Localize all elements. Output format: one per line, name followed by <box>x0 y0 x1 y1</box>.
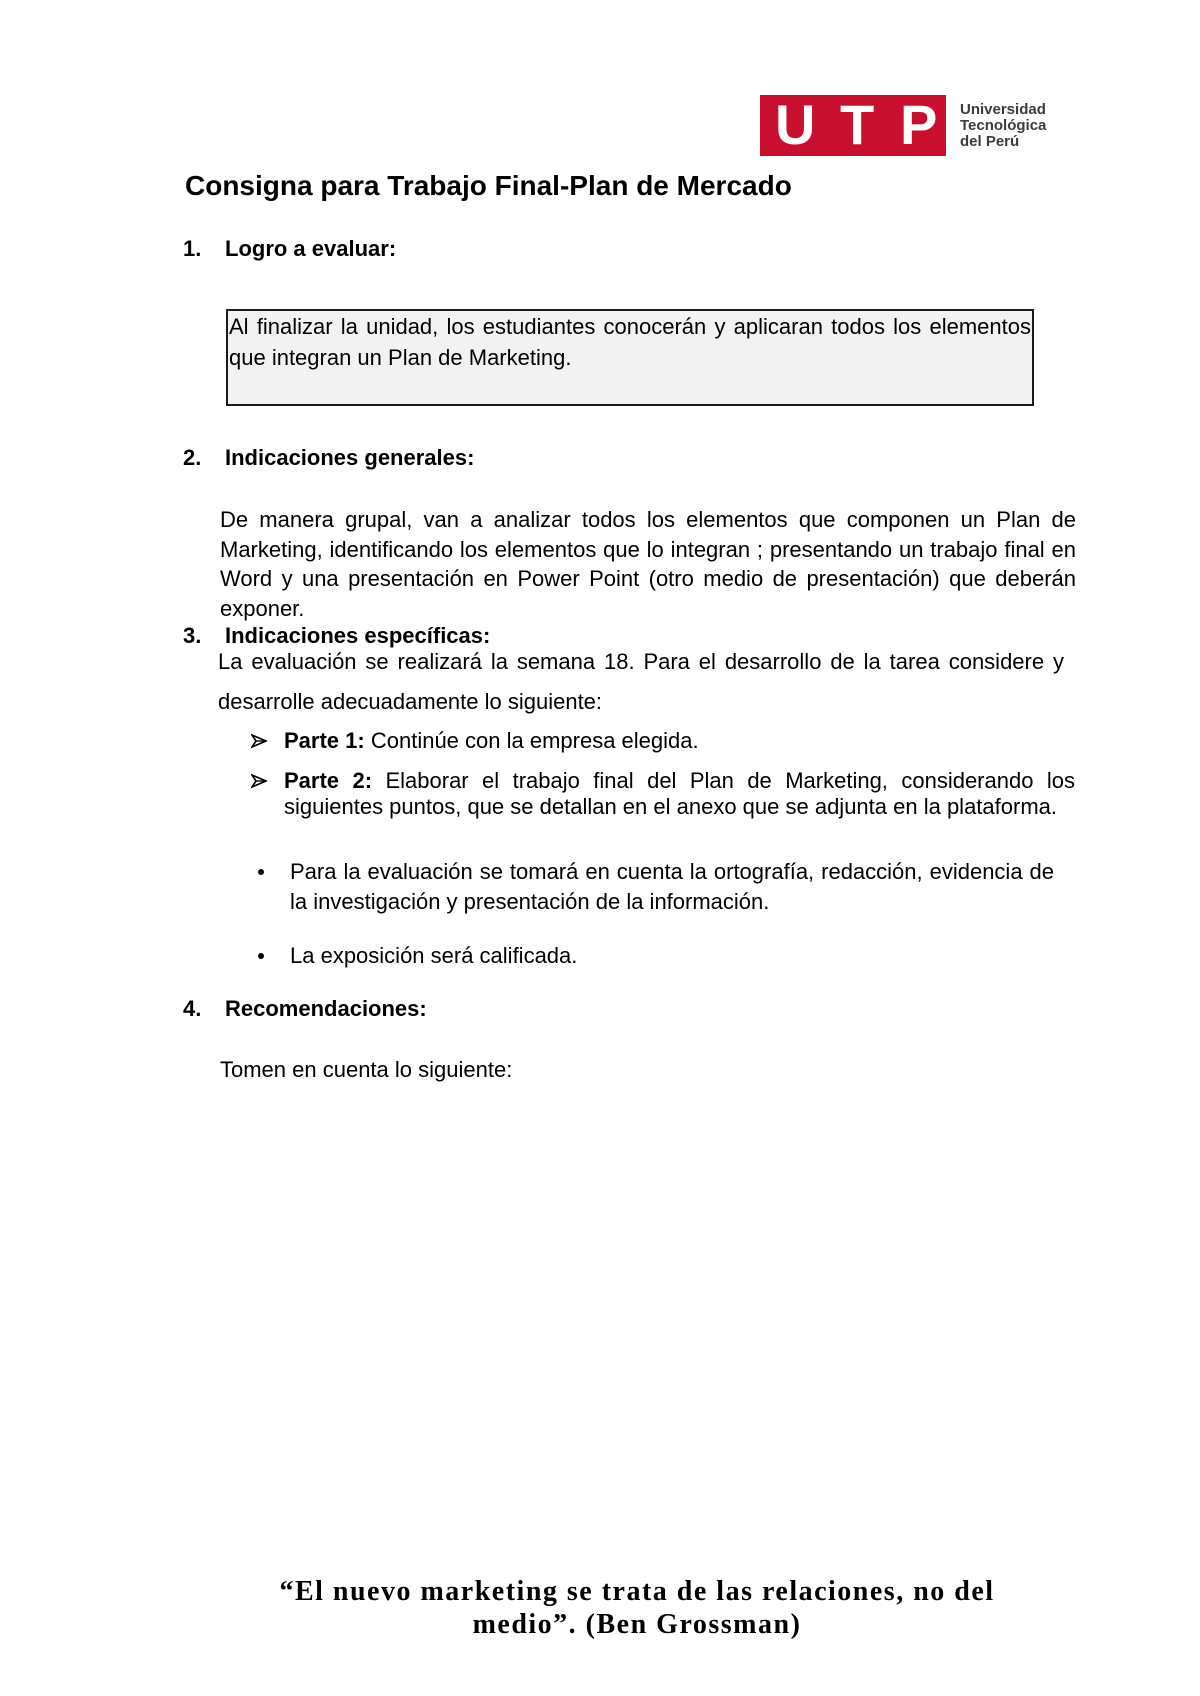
university-name-line-2: Tecnológica <box>960 117 1047 134</box>
learning-goal-box: Al finalizar la unidad, los estudiantes conocerán y aplicaran todos los elementos que integran un Plan de Marketing. <box>226 309 1034 406</box>
general-instructions-paragraph: De manera grupal, van a analizar todos los elementos que componen un Plan de Marketing, identificando los elementos que lo integran ; presentando un trabajo final en Word y una presentación en Power Point (otro medio de presentación) que deberán exponer. <box>220 507 1076 621</box>
part-2-label: Parte 2: <box>284 768 373 793</box>
document-title: Consigna para Trabajo Final-Plan de Mercado <box>185 170 792 201</box>
part-1-label: Parte 1: <box>284 728 365 753</box>
university-name <box>960 102 1046 150</box>
section-2-number: 2. <box>183 445 202 470</box>
section-4-number: 4. <box>183 996 202 1021</box>
dot-bullet-icon <box>258 869 264 875</box>
section-3-heading: Indicaciones específicas: <box>225 623 491 648</box>
logo-letter-t: T <box>840 93 875 156</box>
part-1-text: Continúe con la empresa elegida. <box>370 728 699 753</box>
section-1-number: 1. <box>183 236 202 261</box>
evaluation-note: Para la evaluación se tomará en cuenta la ortografía, redacción, evidencia de la investigación y presentación de la información. <box>290 859 1054 914</box>
footer-quote: “El nuevo marketing se trata de las relaciones, no del medio”. (Ben Grossman) <box>279 1576 995 1640</box>
section-2-heading: Indicaciones generales: <box>225 445 475 470</box>
logo-letter-u: U <box>775 93 816 156</box>
presentation-note: La exposición será calificada. <box>290 943 578 968</box>
logo-letter-p: P <box>900 93 938 156</box>
arrowhead-bullet-icon <box>251 733 267 749</box>
recommendations-paragraph: Tomen en cuenta lo siguiente: <box>220 1057 513 1082</box>
part-2-item <box>284 768 1075 820</box>
university-name-line-3: del Perú <box>960 133 1020 150</box>
section-4-heading: Recomendaciones: <box>225 996 427 1021</box>
section-1-heading: Logro a evaluar: <box>225 236 397 261</box>
specific-instructions-intro: La evaluación se realizará la semana 18. Para el desarrollo de la tarea considere y desarrolle adecuadamente lo siguiente: <box>218 649 1064 714</box>
utp-logo <box>760 95 946 156</box>
part-2-text: Elaborar el trabajo final del Plan de Marketing, considerando los siguientes puntos, que se detallan en el anexo que se adjunta en la plataforma. <box>284 768 1075 819</box>
arrowhead-bullet-icon <box>251 773 267 789</box>
university-name-line-1: Universidad <box>960 101 1046 118</box>
section-3-number: 3. <box>183 623 202 648</box>
part-1-item <box>284 727 1075 755</box>
dot-bullet-icon <box>258 953 264 959</box>
